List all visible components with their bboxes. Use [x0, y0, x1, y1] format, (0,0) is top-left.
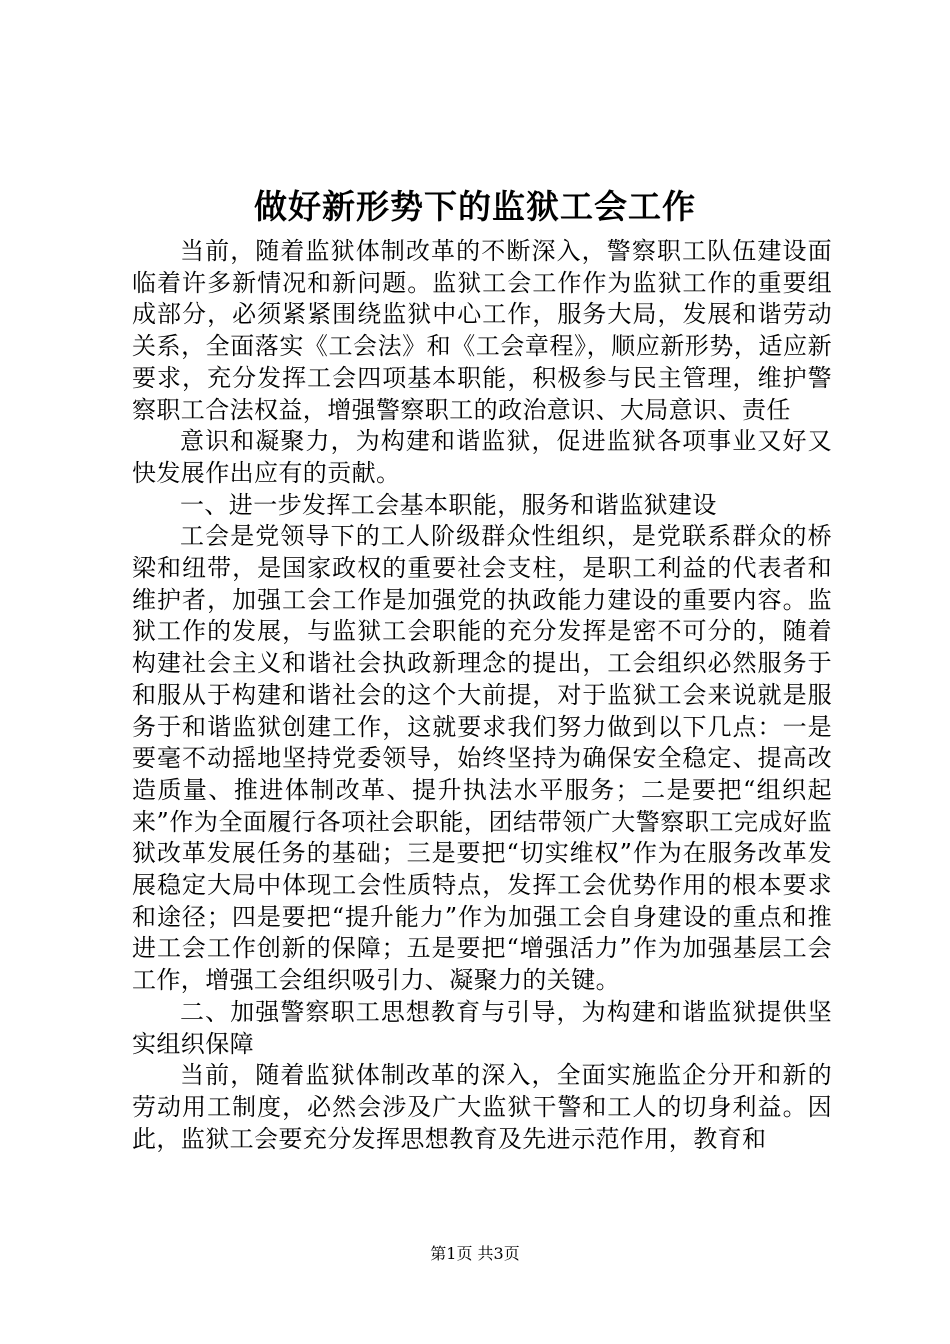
paragraph-intro: 当前，随着监狱体制改革的不断深入，警察职工队伍建设面临着许多新情况和新问题。监狱工会工作作为监狱工作的重要组成部分，必须紧紧围绕监狱中心工作，服务大局，发展和谐劳动关系，全面落实《工会法》和《工会章程》，顺应新形势，适应新要求，充分发挥工会四项基本职能，积极参与民主管理，维护警察职工合法权益，增强警察职工的政治意识、大局意识、责任	[132, 237, 832, 424]
paragraph-section-2: 当前，随着监狱体制改革的深入，全面实施监企分开和新的劳动用工制度，必然会涉及广大监狱干警和工人的切身利益。因此，监狱工会要充分发挥思想教育及先进示范作用，教育和	[132, 1061, 832, 1153]
page-footer: 第1页 共3页	[430, 1244, 520, 1263]
document-body	[132, 236, 832, 1155]
paragraph-section-1: 工会是党领导下的工人阶级群众性组织，是党联系群众的桥梁和纽带，是国家政权的重要社会支柱，是职工利益的代表者和维护者，加强工会工作是加强党的执政能力建设的重要内容。监狱工作的发展，与监狱工会职能的充分发挥是密不可分的，随着构建社会主义和谐社会执政新理念的提出，工会组织必然服务于和服从于构建和谐社会的这个大前提，对于监狱工会来说就是服务于和谐监狱创建工作，这就要求我们努力做到以下几点：一是要毫不动摇地坚持党委领导，始终坚持为确保安全稳定、提高改造质量、推进体制改革、提升执法水平服务；二是要把“组织起来”作为全面履行各项社会职能，团结带领广大警察职工完成好监狱改革发展任务的基础；三是要把“切实维权”作为在服务改革发展稳定大局中体现工会性质特点，发挥工会优势作用的根本要求和途径；四是要把“提升能力”作为加强工会自身建设的重点和推进工会工作创新的保障；五是要把“增强活力”作为加强基层工会工作，增强工会组织吸引力、凝聚力的关键。	[132, 522, 832, 995]
section-heading-1: 一、进一步发挥工会基本职能，服务和谐监狱建设	[180, 490, 717, 519]
paragraph-intro-continued: 意识和凝聚力，为构建和谐监狱，促进监狱各项事业又好又快发展作出应有的贡献。	[132, 427, 832, 487]
section-heading-2: 二、加强警察职工思想教育与引导，为构建和谐监狱提供坚实组织保障	[132, 997, 832, 1058]
document-title: 做好新形势下的监狱工会工作	[254, 187, 696, 226]
